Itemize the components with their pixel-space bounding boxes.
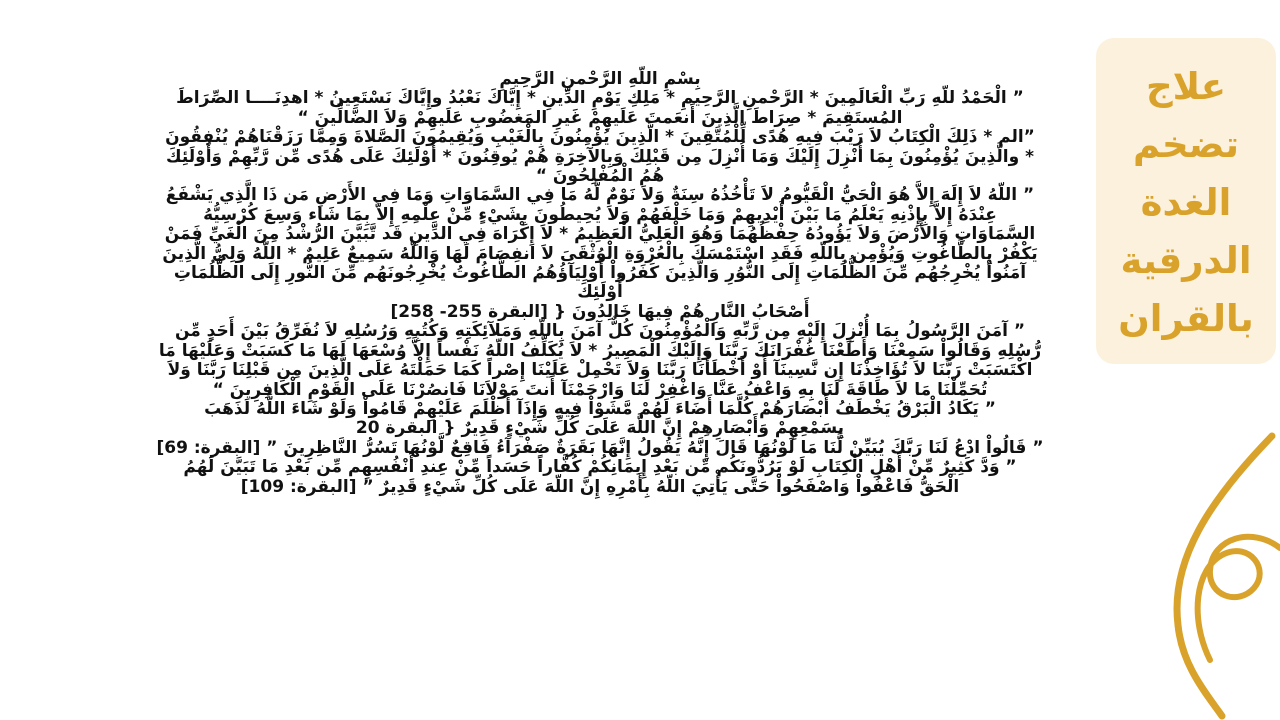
decorative-swirl-icon <box>1150 430 1280 720</box>
text-line: ” قَالُواْ ادْعُ لَنَا رَبَّكَ يُبَيِّنْ لَّنَا مَا لَوْنُهَا قَالَ إِنَّهُ يَقُولُ إِنَّهَا بَقَرَةٌ صَفْرَآءُ فَاقِعٌ لَّوْنُهَا تَسُرُّ النَّاظِرِينَ ” [البقرة: 69] <box>156 437 1044 458</box>
title-line: الغدة <box>1140 181 1232 224</box>
text-line: عِنْدَهُ إِلاَّ بِإِذْنِهِ يَعْلَمُ مَا بَيْنَ أَيْدِيهِمْ وَمَا خَلْفَهُمْ وَلاَ يُحِيطُونَ بِشَيْءٍ مِّنْ عِلْمِهِ إِلاَّ بِمَا شَاء وَسِعَ كُرْسِيُّهُ <box>203 204 997 225</box>
text-line: ” وَدَّ كَثِيرٌ مِّنْ أَهْلِ الْكِتَابِ لَوْ يَرُدُّونَكُم مِّن بَعْدِ إِيمَانِكُمْ كُفَّاراً حَسَداً مِّنْ عِندِ أَنْفُسِهِم مِّن بَعْدِ مَا تَبَيَّنَ لَهُمُ <box>183 457 1017 478</box>
text-line: السَّمَاوَاتِ وَالأَرْضَ وَلاَ يَؤُودُهُ حِفْظُهُمَا وَهُوَ الْعَلِيُّ الْعَظِيمُ * لاَ إِكْرَاهَ فِي الدِّينِ قَد تَّبَيَّنَ الرُّشْدُ مِنَ الْغَيِّ فَمَنْ <box>164 224 1036 245</box>
text-line: آمَنُواْ يُخْرِجُهُم مِّنَ الظُّلُمَاتِ إِلَى النُّوُرِ وَالَّذِينَ كَفَرُواْ أَوْلِيَآؤُهُمُ الطَّاغُوتُ يُخْرِجُونَهُم مِّنَ النُّورِ إِلَى الظُّلُمَاتِ أُوْلَئِكَ <box>173 263 1027 303</box>
title-line: تضخم <box>1132 123 1240 166</box>
title-line: بالقران <box>1118 297 1254 340</box>
text-line: ” الْحَمْدُ للّهِ رَبِّ الْعَالَمِينَ * الرَّحْمنِ الرَّحِيمِ * مَلِكِ يَوْمِ الدِّينِ * إِيَّاكَ نَعْبُدُ وإِيَّاكَ نَسْتَعِينُ * اهدِنَــــا الصِّرَاطَ <box>176 88 1024 109</box>
text-line: المُستَقِيمَ * صِرَاطَ الَّذِينَ أَنعَمتَ عَلَيهِمْ غَيرِ المَغضُوبِ عَلَيهِمْ وَلاَ الضَّالِّينَ “ <box>297 107 903 128</box>
text-line: تُحَمِّلْنَا مَا لاَ طَاقَةَ لَنَا بِهِ وَاعْفُ عَنَّا وَاغْفِرْ لَنَا وَارْحَمْنَآ أَنتَ مَوْلاَنَا فَانصُرْنَا عَلَى الْقَوْمِ الْكَافِرِينَ “ <box>212 379 988 400</box>
title-card <box>1096 38 1276 364</box>
text-line: ” يَكَادُ الْبَرْقُ يَخْطَفُ أَبْصَارَهُمْ كُلَّمَا أَضَاءَ لَهُمْ مَّشَوْاْ فِيهِ وَإِذَآ أَظْلَمَ عَلَيْهِمْ قَامُواْ وَلَوْ شَاءَ اللَّهُ لَذَهَبَ <box>204 398 996 419</box>
title-line: الدرقية <box>1120 239 1252 282</box>
text-line: اكْتَسَبَتْ رَبَّنَا لاَ تُؤَاخِذْنَا إِن نَّسِينَآ أَوْ أَخْطَأْنَا رَبَّنَا وَلاَ تَحْمِلْ عَلَيْنَا إِصْراً كَمَا حَمَلْتَهُ عَلَى الَّذِينَ مِن قَبْلِنَا رَبَّنَا وَلاَ <box>167 360 1033 381</box>
text-line: ”الم * ذَلِكَ الْكِتَابُ لاَ رَيْبَ فِيهِ هُدًى لِّلْمُتَّقِينَ * الَّذِينَ يُؤْمِنُونَ بِالْغَيْبِ وَيُقِيمُونَ الصَّلاةَ وَمِمَّا رَزَقْنَاهُمْ يُنْفِقُونَ <box>165 127 1035 148</box>
text-line: ” اللّهُ لاَ إِلَهَ إِلاَّ هُوَ الْحَيُّ الْقَيُّومُ لاَ تَأْخُذُهُ سِنَةٌ وَلاَ نَوْمٌ لَّهُ مَا فِي السَّمَاوَاتِ وَمَا فِي الأَرْضِ مَن ذَا الَّذِي يَشْفَعُ <box>165 185 1035 206</box>
text-line: أَصْحَابُ النَّارِ هُمْ فِيهَا خَالِدُونَ { [البقرة 255- 258] <box>390 301 810 322</box>
text-line: هُمُ الْمُفْلِحُونَ “ <box>535 166 665 187</box>
title-line: علاج <box>1145 65 1227 108</box>
text-line: ” آمَنَ الرَّسُولُ بِمَا أُنْزِلَ إِلَيْهِ مِن رَّبِّهِ وَالْمُؤْمِنُونَ كُلٌّ آمَنَ بِاللّهِ وَمَلآئِكَتِهِ وَكُتُبِهِ وَرُسُلِهِ لاَ نُفَرِّقُ بَيْنَ أَحَدٍ مِّن <box>174 321 1026 342</box>
text-line: بِسْمِ اللّهِ الرَّحْمنِ الرَّحِيمِ <box>499 69 701 89</box>
text-line: * والَّذِينَ يُؤْمِنُونَ بِمَا أُنْزِلَ إِلَيْكَ وَمَا أُنْزِلَ مِن قَبْلِكَ وَبِالآخِرَةِ هُمْ يُوقِنُونَ * أُوْلَئِكَ عَلَى هُدًى مِّن رَّبِّهِمْ وَأُوْلَئِكَ <box>166 146 1034 167</box>
text-line: يَكْفُرْ بِالطَّاغُوتِ وَيُؤْمِن بِاللّهِ فَقَدِ اسْتَمْسَكَ بِالْعُرْوَةِ الْوُثْقَىَ لاَ انفِصَامَ لَهَا وَاللّهُ سَمِيعٌ عَلِيمٌ * اللّهُ وَلِيُّ الَّذِينَ <box>162 243 1038 264</box>
text-line: بِسَمْعِهِمْ وَأَبْصَارِهِمْ إِنَّ اللَّهَ عَلَىَ كُلِّ شَيْءٍ قَدِيرٌ { البقرة 20 <box>355 418 845 439</box>
quran-text-block <box>150 70 1050 497</box>
text-line: الْحَقُّ فَاعْفُواْ وَاصْفَحُواْ حَتَّى يَأْتِيَ اللّهُ بِأَمْرِهِ إِنَّ اللّهَ عَلَى كُلِّ شَيْءٍ قَدِيرٌ ” [البقرة: 109] <box>240 476 960 497</box>
text-line: رُّسُلِهِ وَقَالُواْ سَمِعْنَا وَأَطَعْنَا غُفْرَانَكَ رَبَّنَا وَإِلَيْكَ الْمَصِيرُ * لاَ يُكَلِّفُ اللّهُ نَفْساً إِلاَّ وُسْعَهَا لَهَا مَا كَسَبَتْ وَعَلَيْهَا مَا <box>158 340 1042 361</box>
